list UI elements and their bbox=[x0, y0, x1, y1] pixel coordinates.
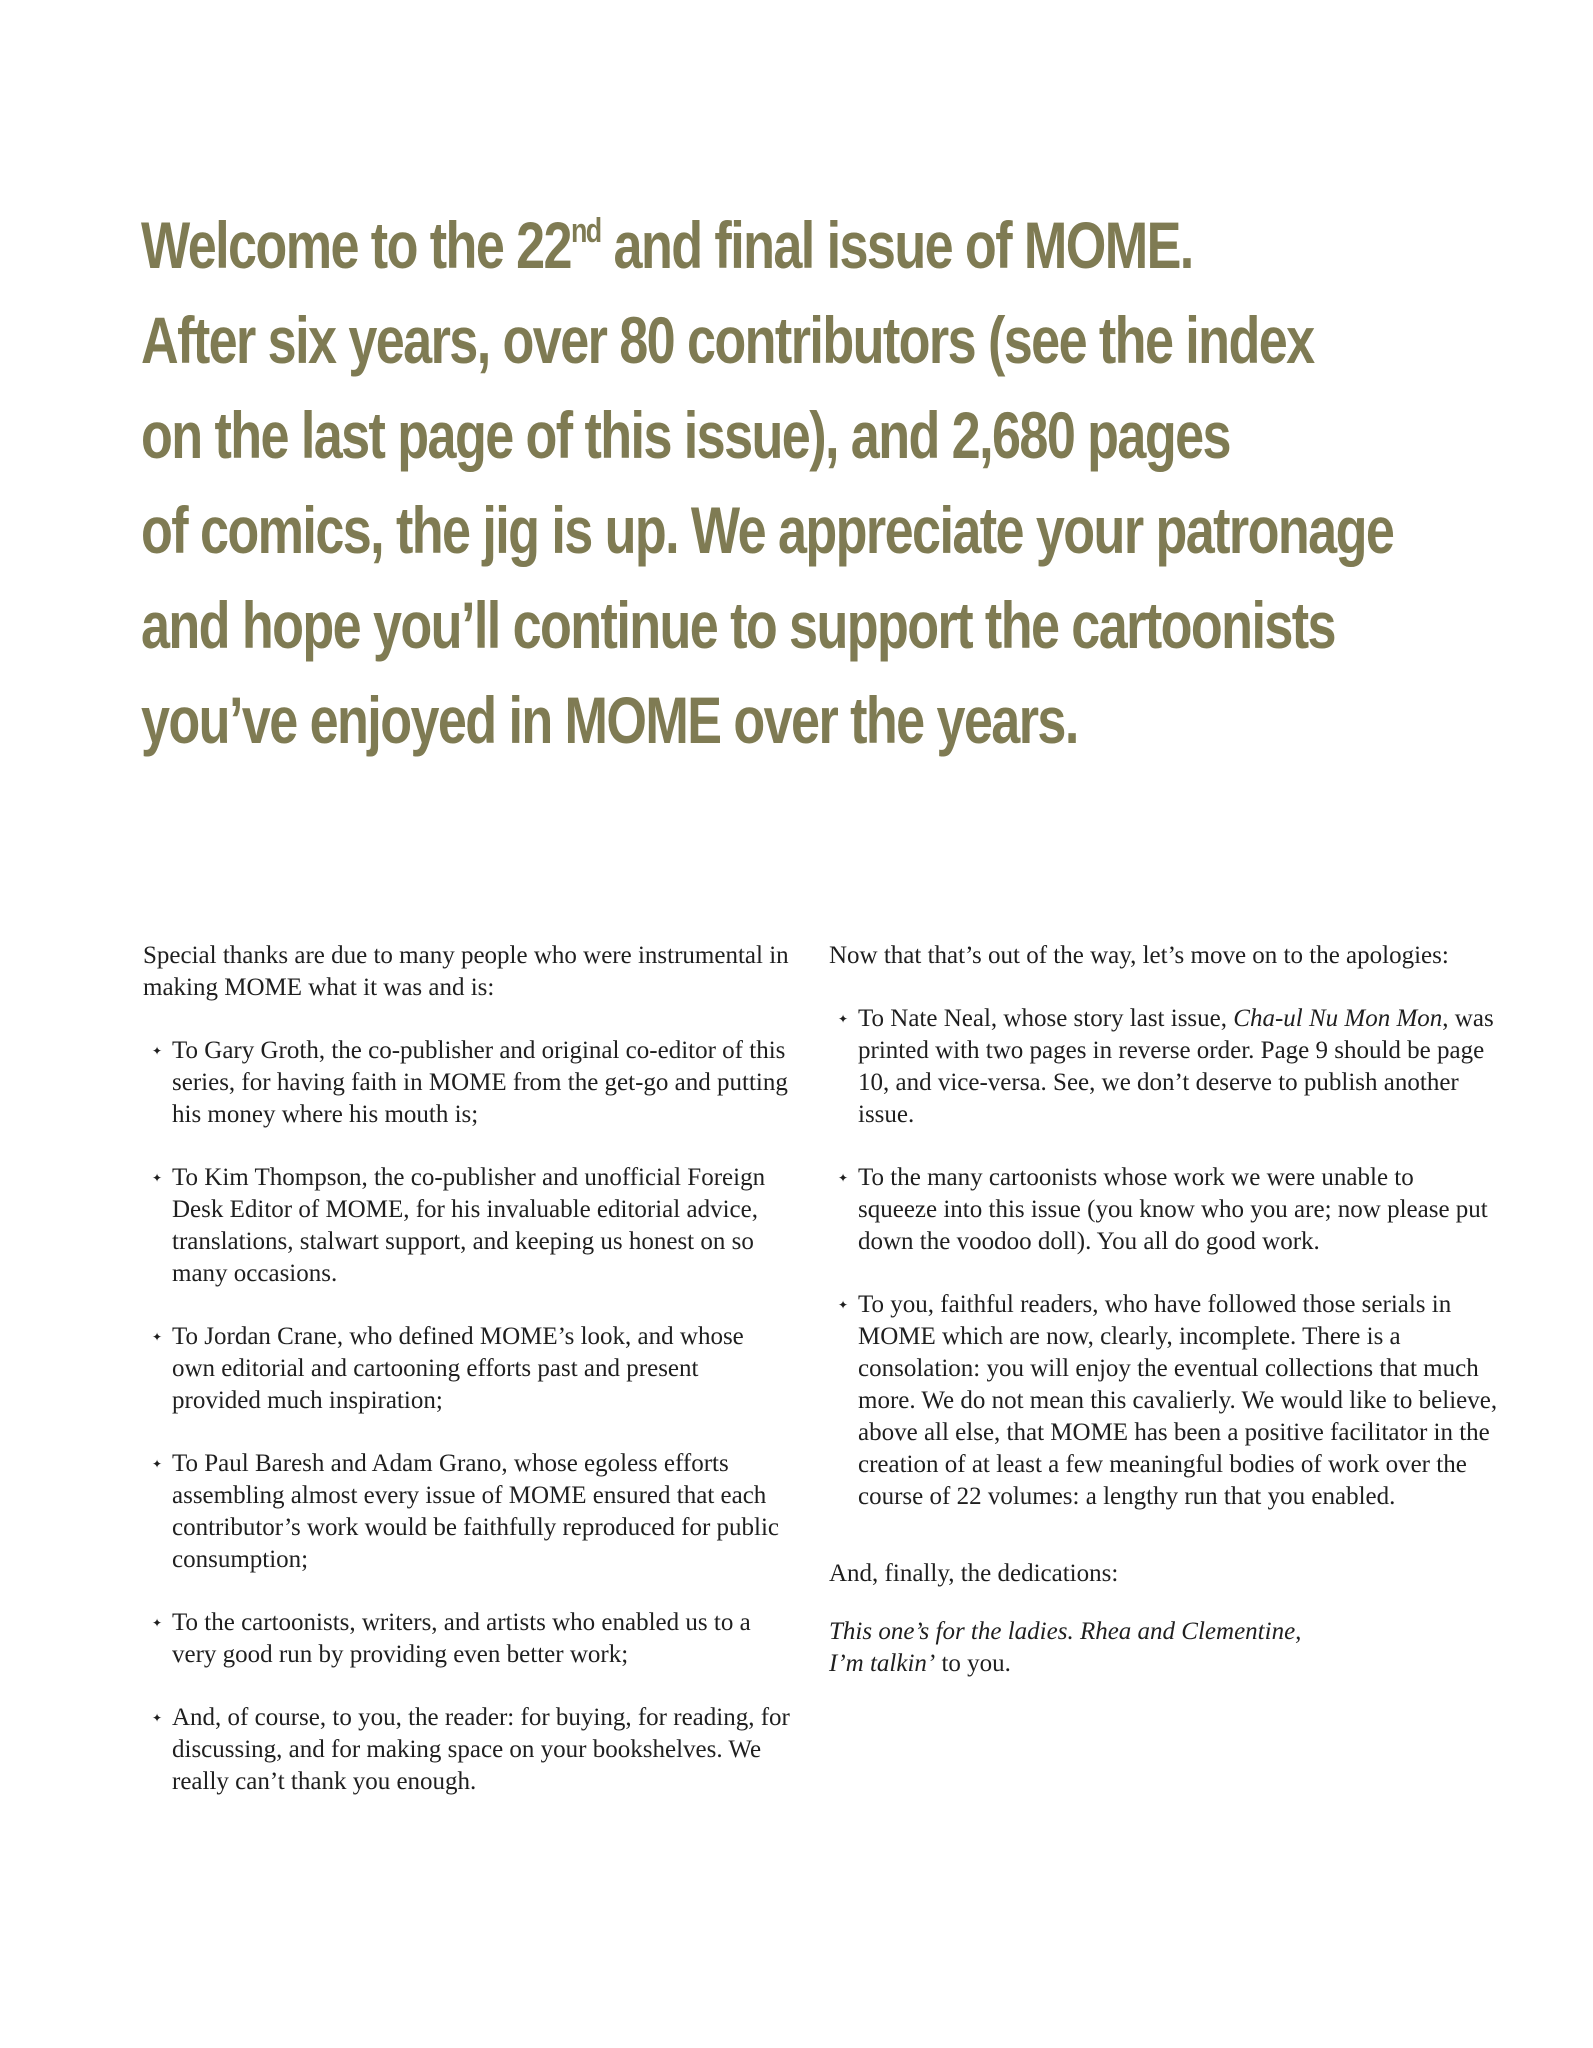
list-item: ✦ To Jordan Crane, who defined MOME’s look, and whose own editorial and cartooning efforts past and present provided much inspiration; bbox=[143, 1321, 793, 1417]
star-bullet-icon bbox=[152, 1035, 162, 1067]
headline-line-2: After six years, over 80 contributors (see the index bbox=[141, 303, 1314, 377]
star-bullet-icon bbox=[838, 1162, 848, 1194]
list-item: ✦ To the cartoonists, writers, and artists who enabled us to a very good run by providing even better work; bbox=[143, 1607, 793, 1671]
headline-line-5: and hope you’ll continue to support the cartoonists bbox=[141, 588, 1335, 662]
star-bullet-icon bbox=[152, 1162, 162, 1194]
headline-line-1: Welcome to the 22nd and final issue of MOME. bbox=[141, 208, 1193, 282]
dedication-line-2-italic: I’m talkin’ bbox=[829, 1650, 936, 1677]
star-bullet-icon bbox=[152, 1448, 162, 1480]
headline-line-3: on the last page of this issue), and 2,680 pages bbox=[141, 398, 1230, 472]
ordinal-suffix: nd bbox=[570, 212, 601, 250]
dedication bbox=[829, 1616, 1499, 1680]
list-item: ✦ To the many cartoonists whose work we were unable to squeeze into this issue (you know who you are; now please put down the voodoo doll). You all do good work. bbox=[829, 1162, 1499, 1258]
dedication-line-2-end: to you. bbox=[935, 1650, 1011, 1677]
apologies-list bbox=[829, 1003, 1499, 1513]
list-item: ✦ To Nate Neal, whose story last issue, Cha-ul Nu Mon Mon, was printed with two pages in reverse order. Page 9 should be page 10, and vice-versa. See, we don’t deserve to publish another issue. bbox=[829, 1003, 1499, 1131]
list-item: ✦ To Paul Baresh and Adam Grano, whose egoless efforts assembling almost every issue of MOME ensured that each contributor’s work would be faithfully reproduced for public consumption; bbox=[143, 1448, 793, 1576]
apologies-intro: Now that that’s out of the way, let’s move on to the apologies: bbox=[829, 942, 1449, 969]
apologies-column bbox=[829, 940, 1499, 1706]
star-bullet-icon bbox=[838, 1289, 848, 1321]
headline-line-4: of comics, the jig is up. We appreciate your patronage bbox=[141, 493, 1394, 567]
thanks-list bbox=[143, 1035, 793, 1798]
list-item: ✦ To Gary Groth, the co-publisher and original co-editor of this series, for having faith in MOME from the get-go and putting his money where his mouth is; bbox=[143, 1035, 793, 1131]
star-bullet-icon bbox=[152, 1607, 162, 1639]
star-bullet-icon bbox=[152, 1702, 162, 1734]
story-title: Cha-ul Nu Mon Mon bbox=[1233, 1005, 1443, 1032]
star-bullet-icon bbox=[838, 1003, 848, 1035]
star-bullet-icon bbox=[152, 1321, 162, 1353]
thanks-intro: Special thanks are due to many people who were instrumental in making MOME what it was and is: bbox=[143, 942, 789, 1001]
headline-line-6: you’ve enjoyed in MOME over the years. bbox=[141, 683, 1078, 757]
list-item: ✦ And, of course, to you, the reader: for buying, for reading, for discussing, and for making space on your bookshelves. We really can’t thank you enough. bbox=[143, 1702, 793, 1798]
thanks-column bbox=[143, 940, 793, 1829]
list-item: ✦ To Kim Thompson, the co-publisher and unofficial Foreign Desk Editor of MOME, for his invaluable editorial advice, translations, stalwart support, and keeping us honest on so many occasions. bbox=[143, 1162, 793, 1290]
headline bbox=[141, 198, 1394, 768]
list-item: ✦ To you, faithful readers, who have followed those serials in MOME which are now, clearly, incomplete. There is a consolation: you will enjoy the eventual collections that much more. We do not mean this cavalierly. We would like to believe, above all else, that MOME has been a positive facilitator in the creation of at least a few meaningful bodies of work over the course of 22 volumes: a lengthy run that you enabled. bbox=[829, 1289, 1499, 1513]
dedication-line-1: This one’s for the ladies. Rhea and Clementine, bbox=[829, 1618, 1302, 1645]
dedications-intro: And, finally, the dedications: bbox=[829, 1560, 1119, 1587]
